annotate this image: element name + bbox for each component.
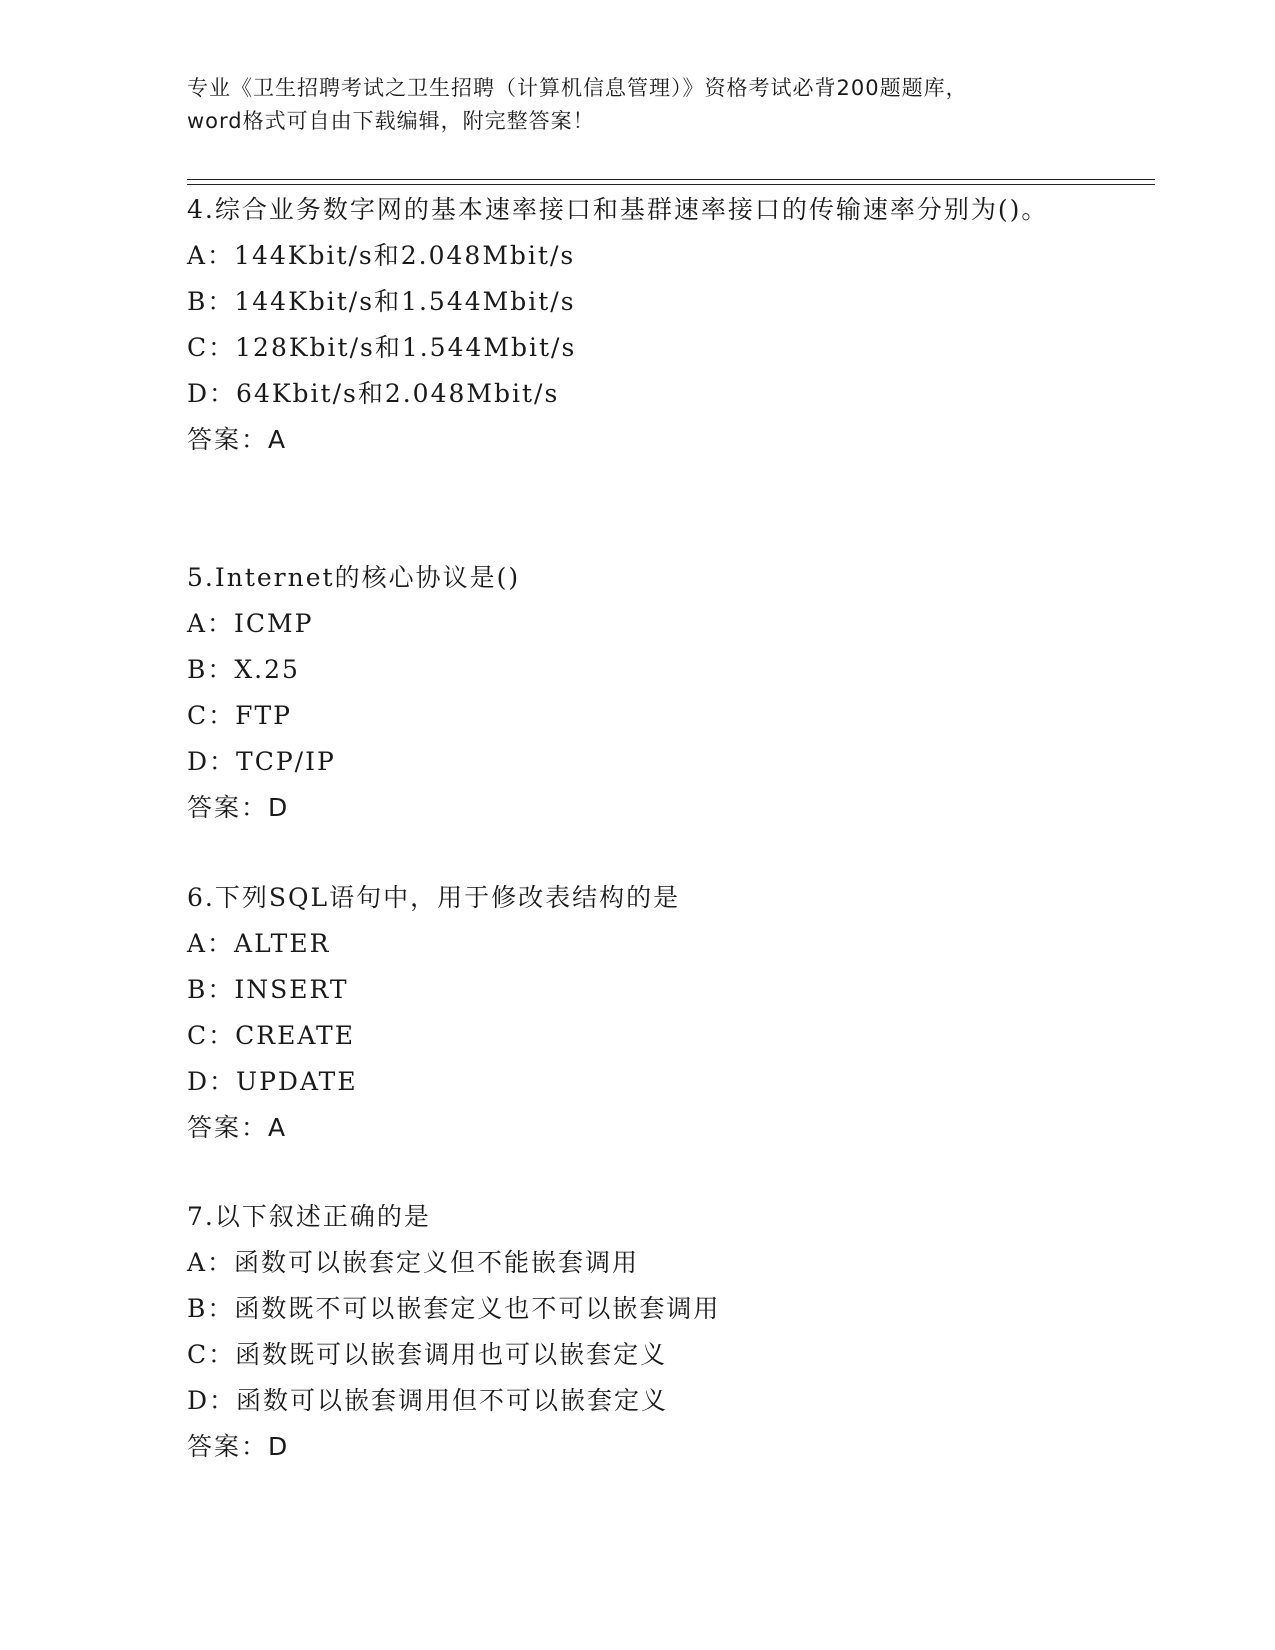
option-b: B：X.25 [187, 655, 300, 684]
answer-line: 答案：A [187, 1113, 288, 1142]
option-d: D：函数可以嵌套调用但不可以嵌套定义 [187, 1386, 669, 1415]
answer-line: 答案：D [187, 793, 290, 822]
header-line-2: word格式可自由下载编辑，附完整答案！ [187, 109, 595, 133]
option-b: B：函数既不可以嵌套定义也不可以嵌套调用 [187, 1294, 721, 1323]
question-stem: 5.Internet的核心协议是() [187, 563, 521, 592]
option-c: C：FTP [187, 701, 292, 730]
option-a: A：函数可以嵌套定义但不能嵌套调用 [187, 1248, 640, 1277]
question-6 [187, 875, 1087, 1151]
option-c: C：128Kbit/s和1.544Mbit/s [187, 333, 577, 362]
question-5 [187, 555, 1087, 831]
option-a: A：144Kbit/s和2.048Mbit/s [187, 241, 576, 270]
option-c: C：函数既可以嵌套调用也可以嵌套定义 [187, 1340, 668, 1369]
option-b: B：INSERT [187, 975, 349, 1004]
header-divider-top [187, 179, 1155, 180]
option-d: D：64Kbit/s和2.048Mbit/s [187, 379, 560, 408]
option-c: C：CREATE [187, 1021, 355, 1050]
option-a: A：ALTER [187, 929, 331, 958]
question-stem: 4.综合业务数字网的基本速率接口和基群速率接口的传输速率分别为()。 [187, 195, 1049, 224]
question-stem: 6.下列SQL语句中，用于修改表结构的是 [187, 883, 681, 912]
option-a: A：ICMP [187, 609, 314, 638]
option-d: D：TCP/IP [187, 747, 336, 776]
option-d: D：UPDATE [187, 1067, 358, 1096]
question-7 [187, 1194, 1087, 1470]
answer-line: 答案：A [187, 425, 288, 454]
option-b: B：144Kbit/s和1.544Mbit/s [187, 287, 576, 316]
header-line-1: 专业《卫生招聘考试之卫生招聘（计算机信息管理）》资格考试必背200题题库， [187, 76, 968, 100]
document-header [187, 72, 1087, 138]
question-stem: 7.以下叙述正确的是 [187, 1202, 431, 1231]
question-4 [187, 187, 1087, 463]
answer-line: 答案：D [187, 1432, 290, 1461]
header-divider-bottom [187, 184, 1155, 185]
